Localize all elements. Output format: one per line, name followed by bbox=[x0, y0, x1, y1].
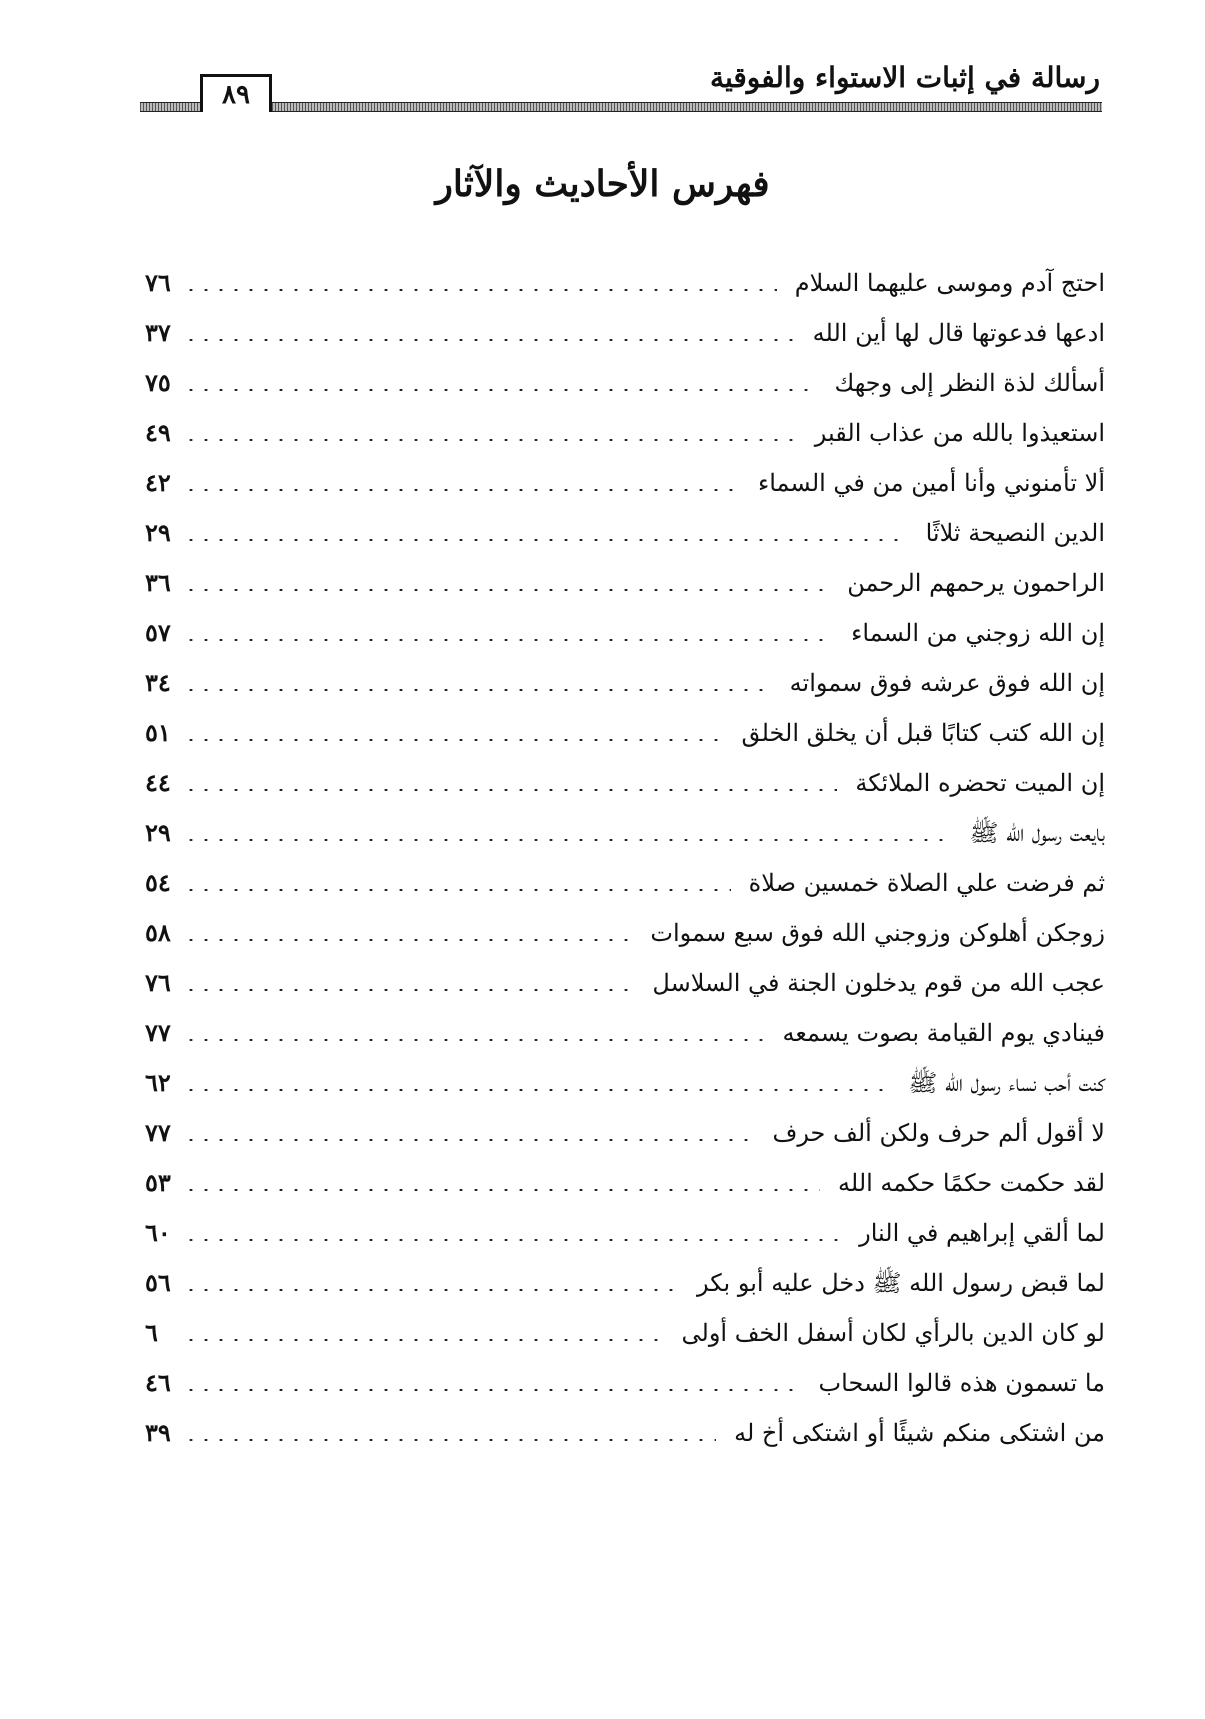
entry-title: كنت أحب نساء رسول الله ﷺ bbox=[908, 1069, 1105, 1097]
entry-page: ٥٣ bbox=[145, 1168, 171, 1197]
index-entry bbox=[145, 858, 1105, 908]
entry-page: ٧٧ bbox=[145, 1118, 171, 1147]
entry-page: ٧٥ bbox=[145, 368, 171, 397]
entry-title: ما تسمون هذه قالوا السحاب bbox=[818, 1369, 1105, 1397]
entry-title: فينادي يوم القيامة بصوت يسمعه bbox=[782, 1019, 1105, 1047]
index-entry bbox=[145, 1408, 1105, 1458]
dot-leader bbox=[189, 589, 829, 591]
index-heading: فهرس الأحاديث والآثار bbox=[435, 163, 770, 205]
entry-page: ٦٠ bbox=[145, 1218, 171, 1247]
entry-page: ٣٧ bbox=[145, 318, 171, 347]
index-entry bbox=[145, 408, 1105, 458]
dot-leader bbox=[189, 439, 797, 441]
page-header bbox=[140, 58, 1102, 118]
entry-page: ٥٦ bbox=[145, 1268, 171, 1297]
running-title: رسالة في إثبات الاستواء والفوقية bbox=[709, 61, 1100, 94]
index-entry bbox=[145, 658, 1105, 708]
dot-leader bbox=[189, 1289, 679, 1291]
dot-leader bbox=[189, 789, 837, 791]
dot-leader bbox=[189, 489, 740, 491]
entry-page: ٣٦ bbox=[145, 568, 171, 597]
entry-title: عجب الله من قوم يدخلون الجنة في السلاسل bbox=[652, 969, 1105, 997]
index-entry bbox=[145, 608, 1105, 658]
entry-page: ٧٧ bbox=[145, 1018, 171, 1047]
index-entry bbox=[145, 358, 1105, 408]
entry-page: ٧٦ bbox=[145, 268, 171, 297]
entry-title: إن الميت تحضره الملائكة bbox=[855, 769, 1105, 797]
entry-page: ٣٩ bbox=[145, 1418, 171, 1447]
dot-leader bbox=[189, 1339, 664, 1341]
index-entry bbox=[145, 758, 1105, 808]
entry-page: ٤٦ bbox=[145, 1368, 171, 1397]
entry-title: ادعها فدعوتها قال لها أين الله bbox=[812, 319, 1105, 347]
entry-title: استعيذوا بالله من عذاب القبر bbox=[814, 419, 1105, 447]
entry-title: لو كان الدين بالرأي لكان أسفل الخف أولى bbox=[681, 1319, 1105, 1347]
entry-page: ٤٩ bbox=[145, 418, 171, 447]
dot-leader bbox=[189, 689, 772, 691]
dot-leader bbox=[189, 889, 731, 891]
entry-page: ٤٤ bbox=[145, 768, 171, 797]
index-entry bbox=[145, 458, 1105, 508]
entry-title: بايعت رسول الله ﷺ bbox=[969, 819, 1105, 847]
entry-page: ٢٩ bbox=[145, 518, 171, 547]
entry-title: لما قبض رسول الله ﷺ دخل عليه أبو بكر bbox=[697, 1269, 1105, 1297]
dot-leader bbox=[189, 289, 777, 291]
entry-page: ٥١ bbox=[145, 718, 171, 747]
entry-page: ٥٨ bbox=[145, 918, 171, 947]
entry-title: ثم فرضت علي الصلاة خمسين صلاة bbox=[748, 869, 1105, 897]
dot-leader bbox=[189, 839, 952, 841]
entry-page: ٣٤ bbox=[145, 668, 171, 697]
hadith-index-list bbox=[145, 258, 1105, 1458]
index-entry bbox=[145, 1308, 1105, 1358]
dot-leader bbox=[189, 339, 795, 341]
index-entry bbox=[145, 508, 1105, 558]
index-entry bbox=[145, 1158, 1105, 1208]
dot-leader bbox=[189, 1039, 765, 1041]
dot-leader bbox=[189, 1439, 716, 1441]
entry-title: زوجكن أهلوكن وزوجني الله فوق سبع سموات bbox=[650, 919, 1105, 947]
index-entry bbox=[145, 308, 1105, 358]
index-entry bbox=[145, 1008, 1105, 1058]
index-entry bbox=[145, 1358, 1105, 1408]
index-entry bbox=[145, 1058, 1105, 1108]
entry-page: ٥٤ bbox=[145, 868, 171, 897]
entry-title: ألا تأمنوني وأنا أمين من في السماء bbox=[757, 469, 1105, 497]
dot-leader bbox=[189, 739, 724, 741]
entry-title: الراحمون يرحمهم الرحمن bbox=[847, 569, 1105, 597]
entry-page: ٤٢ bbox=[145, 468, 171, 497]
entry-title: لقد حكمت حكمًا حكمه الله bbox=[838, 1169, 1105, 1197]
header-rule bbox=[140, 102, 1102, 112]
index-entry bbox=[145, 558, 1105, 608]
entry-page: ٥٧ bbox=[145, 618, 171, 647]
entry-title: احتج آدم وموسى عليهما السلام bbox=[794, 269, 1105, 297]
index-entry bbox=[145, 708, 1105, 758]
index-entry bbox=[145, 258, 1105, 308]
dot-leader bbox=[189, 1389, 801, 1391]
entry-title: لما ألقي إبراهيم في النار bbox=[859, 1219, 1105, 1247]
index-entry bbox=[145, 1258, 1105, 1308]
entry-title: أسألك لذة النظر إلى وجهك bbox=[834, 369, 1105, 397]
entry-page: ٦٢ bbox=[145, 1068, 171, 1097]
index-entry bbox=[145, 908, 1105, 958]
index-entry bbox=[145, 1108, 1105, 1158]
entry-page: ٢٩ bbox=[145, 818, 171, 847]
dot-leader bbox=[189, 1139, 754, 1141]
dot-leader bbox=[189, 389, 817, 391]
dot-leader bbox=[189, 939, 632, 941]
entry-page: ٧٦ bbox=[145, 968, 171, 997]
index-entry bbox=[145, 1208, 1105, 1258]
entry-title: من اشتكى منكم شيئًا أو اشتكى أخ له bbox=[734, 1419, 1105, 1447]
dot-leader bbox=[189, 639, 833, 641]
dot-leader bbox=[189, 1189, 820, 1191]
index-entry bbox=[145, 958, 1105, 1008]
entry-title: الدين النصيحة ثلاثًا bbox=[925, 519, 1105, 547]
entry-title: لا أقول ألم حرف ولكن ألف حرف bbox=[772, 1119, 1105, 1147]
dot-leader bbox=[189, 989, 634, 991]
entry-page: ٦ bbox=[145, 1318, 158, 1347]
page-number: ٨٩ bbox=[200, 74, 272, 112]
dot-leader bbox=[189, 539, 908, 541]
entry-title: إن الله كتب كتابًا قبل أن يخلق الخلق bbox=[741, 719, 1105, 747]
dot-leader bbox=[189, 1089, 890, 1091]
dot-leader bbox=[189, 1239, 841, 1241]
entry-title: إن الله زوجني من السماء bbox=[851, 619, 1105, 647]
index-entry bbox=[145, 808, 1105, 858]
entry-title: إن الله فوق عرشه فوق سمواته bbox=[789, 669, 1105, 697]
